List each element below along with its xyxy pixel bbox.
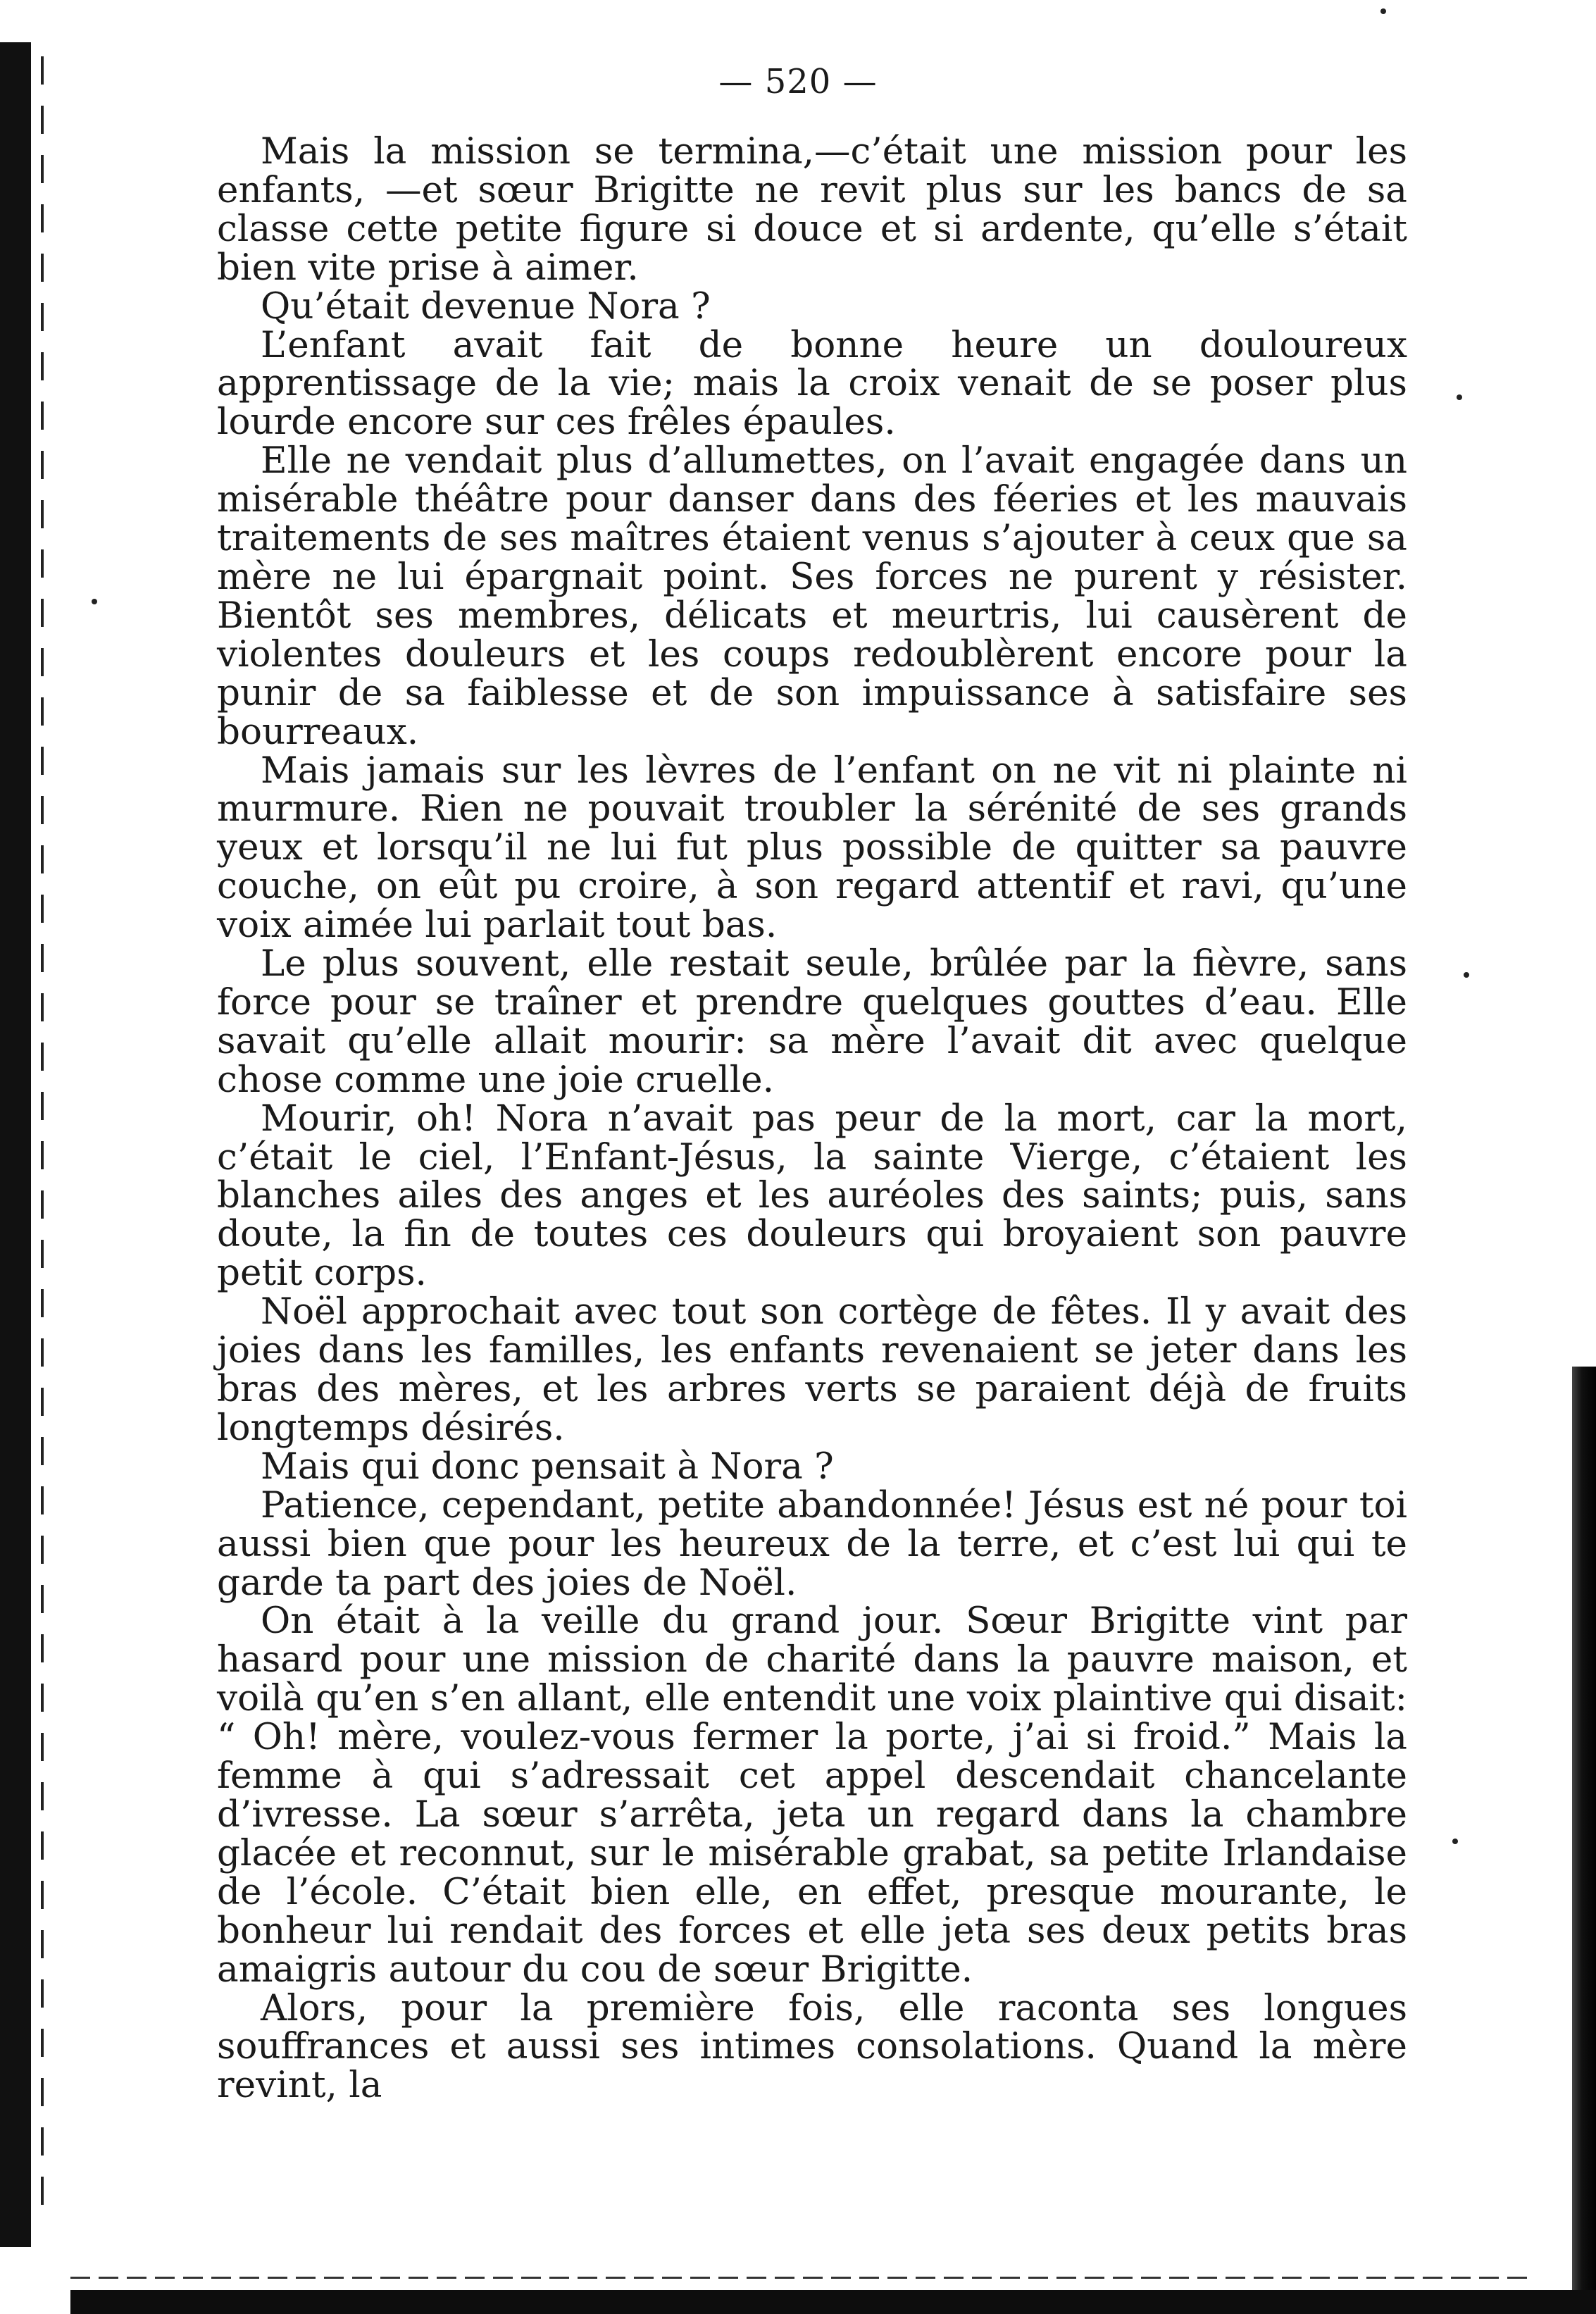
left-scan-edge [41, 56, 44, 2226]
paragraph: Patience, cependant, petite abandonnée! Jésus est né pour toi aussi bien que pour les heureux de la terre, et c’est lui qui te garde ta part des joies de Noël. [217, 1483, 1407, 1604]
paragraph: L’enfant avait fait de bonne heure un douloureux apprentissage de la vie; mais la croix venait de se poser plus lourde encore sur ces frêles épaules. [217, 323, 1407, 444]
paragraph: Mourir, oh! Nora n’avait pas peur de la mort, car la mort, c’était le ciel, l’Enfant-Jésus, la sainte Vierge, c’étaient les blanches ailes des anges et les auréoles des saints; puis, sans doute, la fin de toutes ces douleurs qui broyaient son pauvre petit corps. [217, 1097, 1407, 1295]
page-number: 520 [764, 62, 832, 101]
body-text [217, 132, 1407, 2105]
page-header [0, 62, 1596, 101]
paragraph: Alors, pour la première fois, elle raconta ses longues souffrances et aussi ses intimes consolations. Quand la mère revint, la [217, 1986, 1407, 2107]
bottom-scan-border [70, 2290, 1596, 2314]
paragraph: Le plus souvent, elle restait seule, brûlée par la fièvre, sans force pour se traîner et prendre quelques gouttes d’eau. Elle savait qu’elle allait mourir: sa mère l’avait dit avec quelque chose comme une joie cruelle. [217, 943, 1407, 1101]
header-dash-left: — [718, 62, 765, 101]
scan-speck [1464, 972, 1469, 978]
scan-speck [1457, 394, 1462, 400]
paragraph: Mais jamais sur les lèvres de l’enfant on ne vit ni plainte ni murmure. Rien ne pouvait troubler la sérénité de ses grands yeux et lorsqu’il ne lui fut plus possible de quitter sa pauvre couche, on eût pu croire, à son regard attentif et ravi, qu’une voix aimée lui parlait tout bas. [217, 749, 1407, 947]
right-scan-border [1572, 1367, 1596, 2310]
scan-speck [1452, 1839, 1458, 1844]
paragraph: Mais la mission se termina,—c’était une mission pour les enfants, —et sœur Brigitte ne revit plus sur les bancs de sa classe cette petite figure si douce et si ardente, qu’elle s’était bien vite prise à aimer. [217, 130, 1407, 289]
header-dash-right: — [831, 62, 878, 101]
scan-speck [92, 599, 97, 604]
paragraph: Mais qui donc pensait à Nora ? [261, 1445, 834, 1488]
scan-speck [1380, 8, 1386, 14]
paragraph: Elle ne vendait plus d’allumettes, on l’avait engagée dans un misérable théâtre pour danser dans des féeries et les mauvais traitements de ses maîtres étaient venus s’ajouter à ceux que sa mère ne lui épargnait point. Ses forces ne purent y résister. Bientôt ses membres, délicats et meurtris, lui causèrent de violentes douleurs et les coups redoublèrent encore pour la punir de sa faiblesse et de son impuissance à satisfaire ses bourreaux. [217, 440, 1407, 753]
left-scan-border [0, 42, 31, 2247]
bottom-scan-edge [70, 2277, 1535, 2279]
paragraph: Qu’était devenue Nora ? [261, 285, 711, 328]
paragraph: On était à la veille du grand jour. Sœur Brigitte vint par hasard pour une mission de charité dans la pauvre maison, et voilà qu’en s’en allant, elle entendit une voix plaintive qui disait: “ Oh! mère, voulez-vous fermer la porte, j’ai si froid.” Mais la femme à qui s’adressait cet appel descendait chancelante d’ivresse. La sœur s’arrêta, jeta un regard dans la chambre glacée et reconnut, sur le misérable grabat, sa petite Irlandaise de l’école. C’était bien elle, en effet, presque mourante, le bonheur lui rendait des forces et elle jeta ses deux petits bras amaigris autour du cou de sœur Brigitte. [217, 1600, 1407, 1991]
paragraph: Noël approchait avec tout son cortège de fêtes. Il y avait des joies dans les familles, les enfants revenaient se jeter dans les bras des mères, et les arbres verts se paraient déjà de fruits longtemps désirés. [217, 1290, 1407, 1449]
